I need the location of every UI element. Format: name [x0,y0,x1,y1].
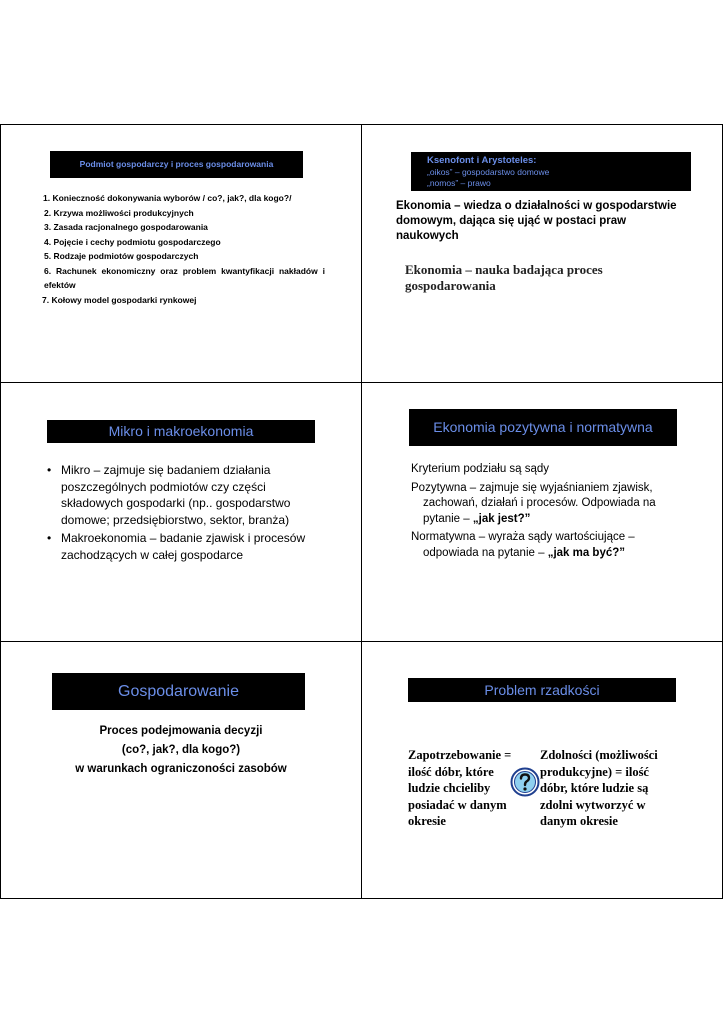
list-item: 6. Rachunek ekonomiczny oraz problem kwantyfikacji nakładów i efektów [44,265,325,290]
slide1-title: Podmiot gospodarczy i proces gospodarowania [50,151,303,178]
list-item-text: Makroekonomia – badanie zjawisk i procesów zachodzących w całej gospodarce [61,531,306,562]
list-item: 1. Konieczność dokonywania wyborów / co?, jak?, dla kogo?/ [43,193,292,203]
slide4-normative-question: „jak ma być?” [547,546,626,559]
slide4-positive-question: „jak jest?” [472,512,531,525]
slide6-right-text: Zdolności (możliwości produkcyjne) = ilość dóbr, które ludzie są zdolni wytworzyć w danym okresie [540,748,658,828]
slide4-body [411,462,681,561]
grid-divider-row2 [0,641,723,642]
list-item: 3. Zasada racjonalnego gospodarowania [44,222,208,232]
list-item [47,462,309,528]
slide5-line1: Proces podejmowania decyzji [99,725,263,737]
slide2-line-oikos: „oikos” – gospodarstwo domowe [427,167,550,177]
slide4-title: Ekonomia pozytywna i normatywna [409,409,677,446]
slide4-positive [411,481,681,528]
slide6-title: Problem rzadkości [408,678,676,702]
grid-divider-row1 [0,382,723,383]
slide5-title: Gospodarowanie [52,673,305,710]
slide5-line3: w warunkach ograniczoności zasobów [75,763,287,775]
slide1-list [40,191,325,307]
list-item: 5. Rodzaje podmiotów gospodarczych [44,251,199,261]
list-item: 7. Kołowy model gospodarki rynkowej [42,294,197,305]
slide3-bullets [47,462,309,563]
slide4-positive-text: Pozytywna – zajmuje się wyjaśnianiem zjawisk, zachowań, działań i procesów. Odpowiada na pytanie – [411,481,656,525]
slide6-left-text: Zapotrzebowanie = ilość dóbr, które ludzie chcieliby posiadać w danym okresie [408,748,512,828]
slide2-line-nomos: „nomos” – prawo [427,178,491,188]
slide5-body [40,722,322,779]
slide4-criterion: Kryterium podziału są sądy [411,463,550,475]
question-icon [510,767,540,797]
slide4-normative [411,530,681,561]
slide2-definition: Ekonomia – wiedza o działalności w gospodarstwie domowym, dająca się ująć w postaci praw naukowych [396,200,677,242]
slide2-title: Ksenofont i Arystoteles: [427,155,537,166]
slide5-line2: (co?, jak?, dla kogo?) [121,744,241,756]
list-item [47,530,309,563]
bullet-icon: • [47,463,52,477]
list-item-text: Mikro – zajmuje się badaniem działania poszczególnych podmiotów czy części składowych gospodarki (np.. gospodarstwo domowe; przedsiębiorstwo, sektor, branża) [61,463,291,527]
slide3-title: Mikro i makroekonomia [47,420,315,443]
slide4-normative-text: Normatywna – wyraża sądy wartościujące – odpowiada na pytanie – [411,531,635,559]
bullet-icon: • [47,531,52,545]
grid-divider-vertical [361,124,362,899]
slide2-definition2: Ekonomia – nauka badająca proces gospodarowania [405,262,603,293]
list-item: 2. Krzywa możliwości produkcyjnych [44,207,194,218]
list-item: 4. Pojęcie i cechy podmiotu gospodarczego [44,236,221,247]
slide2-header [411,152,691,191]
